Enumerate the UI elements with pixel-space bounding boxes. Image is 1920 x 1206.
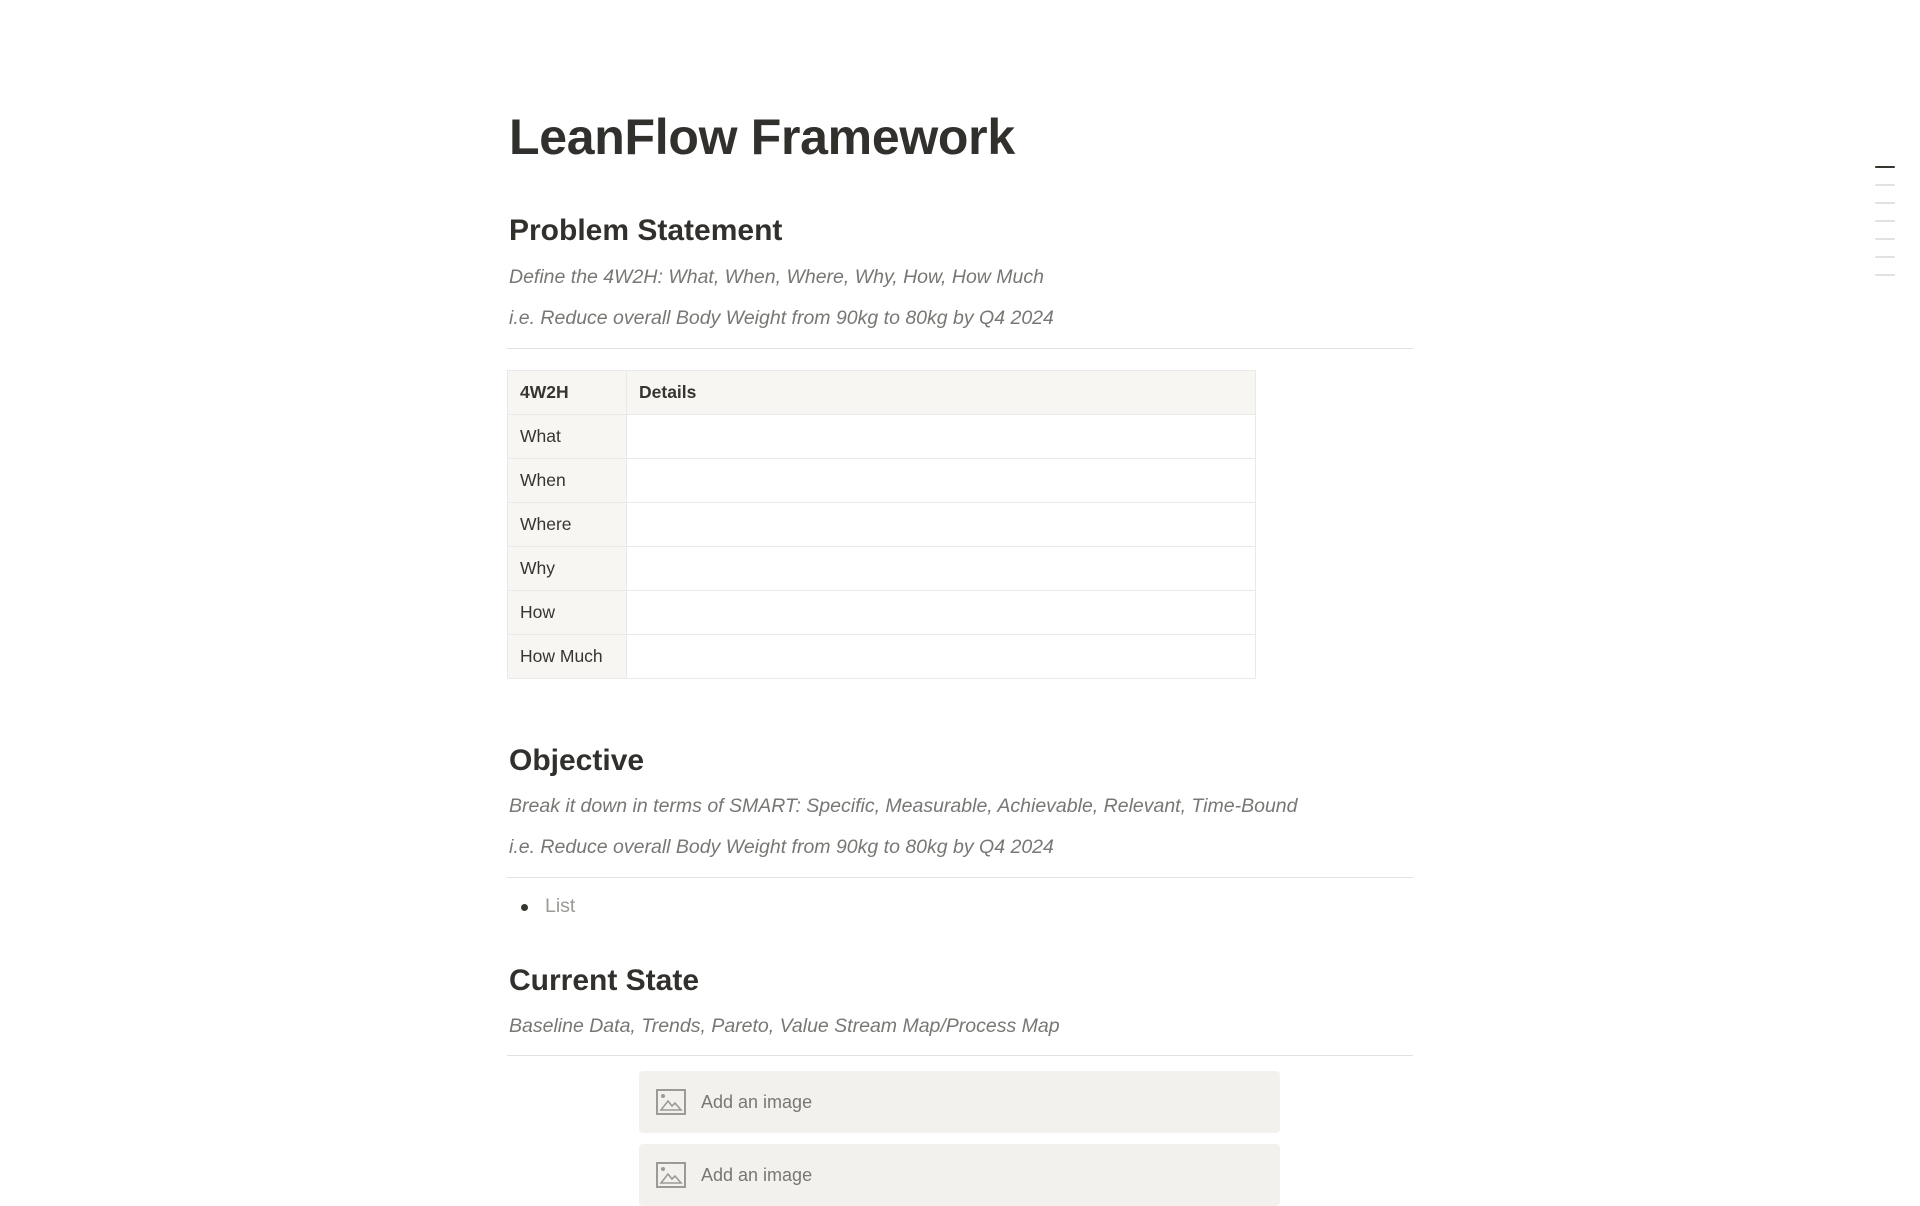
divider bbox=[507, 877, 1413, 878]
heading-objective[interactable]: Objective bbox=[509, 744, 645, 777]
table-row bbox=[508, 591, 1256, 635]
table-row bbox=[508, 635, 1256, 679]
objective-example[interactable]: i.e. Reduce overall Body Weight from 90kg to 80kg by Q4 2024 bbox=[509, 836, 1054, 858]
problem-example[interactable]: i.e. Reduce overall Body Weight from 90kg to 80kg by Q4 2024 bbox=[509, 307, 1054, 329]
table-cell-value[interactable] bbox=[627, 503, 1256, 547]
4w2h-table bbox=[507, 370, 1256, 679]
toc-marker[interactable] bbox=[1875, 256, 1895, 258]
image-icon bbox=[656, 1089, 686, 1115]
current-state-description[interactable]: Baseline Data, Trends, Pareto, Value Stream Map/Process Map bbox=[509, 1015, 1060, 1037]
table-row bbox=[508, 459, 1256, 503]
image-icon bbox=[656, 1162, 686, 1188]
table-cell-key[interactable]: How bbox=[508, 591, 627, 635]
bullet-icon bbox=[521, 904, 528, 911]
toc-marker[interactable] bbox=[1875, 274, 1895, 276]
toc-marker[interactable] bbox=[1875, 184, 1895, 186]
toc-marker-active[interactable] bbox=[1875, 166, 1895, 168]
table-header-cell[interactable]: 4W2H bbox=[508, 371, 627, 415]
list-item-placeholder[interactable]: List bbox=[545, 895, 576, 917]
heading-problem-statement[interactable]: Problem Statement bbox=[509, 214, 783, 247]
toc-marker[interactable] bbox=[1875, 238, 1895, 240]
add-image-label: Add an image bbox=[701, 1091, 813, 1112]
page-title[interactable]: LeanFlow Framework bbox=[509, 109, 1015, 165]
objective-description[interactable]: Break it down in terms of SMART: Specific, Measurable, Achievable, Relevant, Time-Bound bbox=[509, 795, 1298, 817]
table-header-row bbox=[508, 371, 1256, 415]
problem-description[interactable]: Define the 4W2H: What, When, Where, Why, How, How Much bbox=[509, 266, 1044, 288]
toc-marker[interactable] bbox=[1875, 220, 1895, 222]
add-image-block[interactable] bbox=[639, 1144, 1280, 1206]
table-cell-value[interactable] bbox=[627, 459, 1256, 503]
table-row bbox=[508, 415, 1256, 459]
table-cell-value[interactable] bbox=[627, 635, 1256, 679]
table-header-cell[interactable]: Details bbox=[627, 371, 1256, 415]
toc-marker[interactable] bbox=[1875, 202, 1895, 204]
divider bbox=[507, 1055, 1413, 1056]
heading-current-state[interactable]: Current State bbox=[509, 964, 700, 997]
table-cell-key[interactable]: When bbox=[508, 459, 627, 503]
table-row bbox=[508, 503, 1256, 547]
table-cell-value[interactable] bbox=[627, 415, 1256, 459]
divider bbox=[507, 348, 1413, 349]
table-cell-value[interactable] bbox=[627, 591, 1256, 635]
table-cell-key[interactable]: What bbox=[508, 415, 627, 459]
table-cell-key[interactable]: How Much bbox=[508, 635, 627, 679]
table-cell-value[interactable] bbox=[627, 547, 1256, 591]
table-cell-key[interactable]: Why bbox=[508, 547, 627, 591]
table-cell-key[interactable]: Where bbox=[508, 503, 627, 547]
add-image-block[interactable] bbox=[639, 1071, 1280, 1133]
table-row bbox=[508, 547, 1256, 591]
add-image-label: Add an image bbox=[701, 1164, 813, 1185]
